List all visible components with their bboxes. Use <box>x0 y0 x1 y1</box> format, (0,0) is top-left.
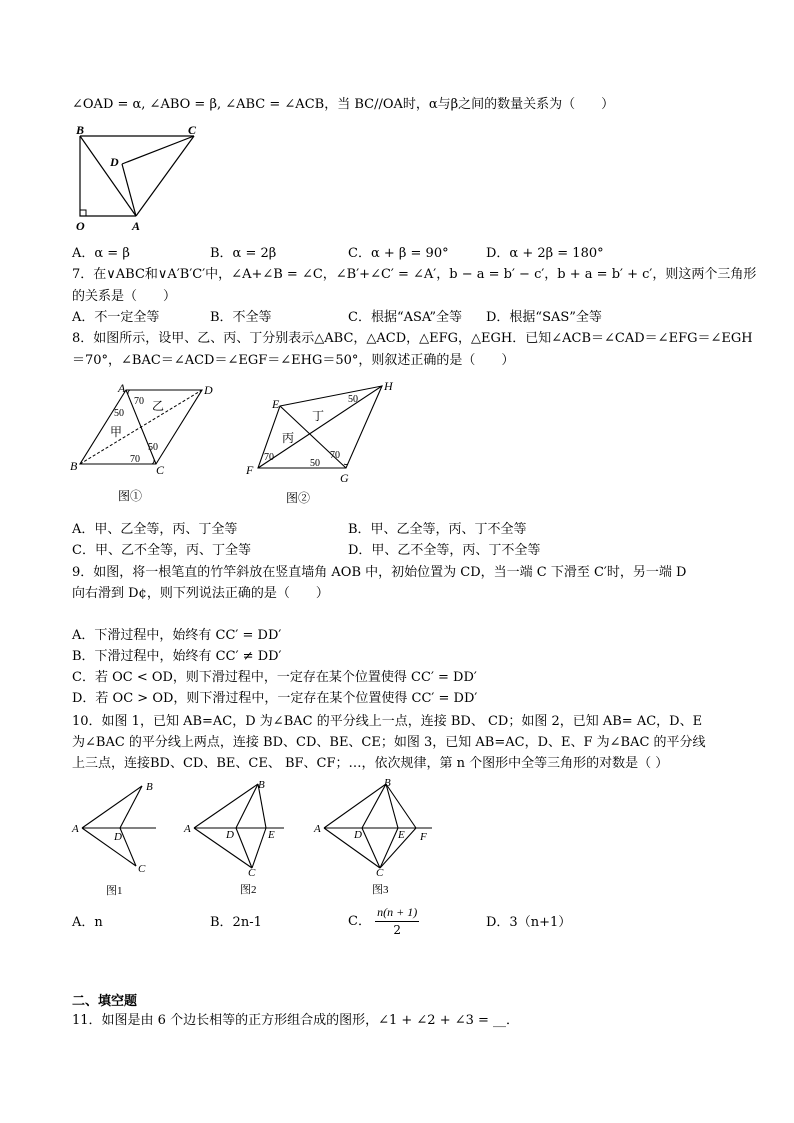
q10f1-label-b: B <box>146 781 153 793</box>
q8-line1: 8．如图所示，设甲、乙、丙、丁分别表示△ABC，△ACD，△EFG，△EGH．已知∠ACB＝∠CAD＝∠EFG＝∠EGH <box>72 331 753 346</box>
q6-label-b: B <box>76 124 85 137</box>
q6-label-c: C <box>188 124 197 137</box>
q10f3-label-e: E <box>398 829 405 841</box>
q6-figure <box>70 124 210 234</box>
q8f2-label-g: G <box>340 471 349 485</box>
q10-option-b: B．2n-1 <box>210 915 262 930</box>
q8f1-triangle-yi: 乙 <box>152 399 165 413</box>
q8f2-angle-2: 70 <box>330 450 340 461</box>
q8-figure-1 <box>66 380 226 505</box>
q7-option-b: B．不全等 <box>210 310 272 325</box>
q10-option-c-prefix: C． <box>348 914 371 929</box>
q8f1-angle-1: 70 <box>134 396 144 407</box>
q8f1-angle-4: 70 <box>130 454 140 465</box>
q6-option-a: A．α = β <box>72 246 130 261</box>
q10-option-c-denominator: 2 <box>393 923 401 937</box>
q7-line1: 7．在∨ABC和∨A′B′C′中，∠A+∠B = ∠C，∠B′+∠C′ = ∠A′，b − a = b′ − c′，b + a = b′ + c′，则这两个三角形 <box>72 267 757 282</box>
q10f3-label-a: A <box>314 823 321 835</box>
q10f1-label-a: A <box>72 823 79 835</box>
q10f3-label-d: D <box>354 829 362 841</box>
q8f2-caption: 图② <box>286 491 311 505</box>
q10-figure-3 <box>310 776 440 898</box>
q6-label-a: A <box>132 219 141 233</box>
q10f2-caption: 图2 <box>240 884 257 896</box>
q6-option-b: B．α = 2β <box>210 246 277 261</box>
q10f3-label-c: C <box>376 867 384 879</box>
q8f2-angle-1: 50 <box>348 394 358 405</box>
q6-stem: ∠OAD = α, ∠ABO = β, ∠ABC = ∠ACB，当 BC//OA时，α与β之间的数量关系为（ ） <box>72 97 615 112</box>
q8f1-label-c: C <box>156 463 165 477</box>
q8f1-triangle-jia: 甲 <box>110 425 123 439</box>
q8f2-label-f: F <box>246 463 254 477</box>
q10f2-label-a: A <box>184 823 191 835</box>
q10f3-label-b: B <box>384 777 391 789</box>
q8f2-angle-3: 50 <box>310 458 320 469</box>
q10f2-label-c: C <box>248 867 256 879</box>
q9-option-c: C．若 OC < OD，则下滑过程中，一定存在某个位置使得 CC′ = DD′ <box>72 670 477 685</box>
q6-label-o: O <box>76 219 85 233</box>
q8f1-angle-2: 50 <box>114 408 124 419</box>
q8-figure-2 <box>236 378 396 505</box>
q6-option-d: D．α + 2β = 180° <box>486 246 604 261</box>
q9-line2: 向右滑到 D¢，则下列说法正确的是（ ） <box>72 586 329 601</box>
q10f2-label-d: D <box>226 829 234 841</box>
q11-stem: 11．如图是由 6 个边长相等的正方形组合成的图形，∠1 + ∠2 + ∠3 = __． <box>72 1013 520 1028</box>
q10-option-c-fraction <box>375 904 419 939</box>
q10f1-label-d: D <box>114 831 122 843</box>
q10-line3: 上三点，连接BD、CD、BE、CE、 BF、CF；…，依次规律，第 n 个图形中全等三角形的对数是（ ） <box>72 756 669 771</box>
q10-option-c <box>348 904 419 939</box>
q6-option-c: C．α + β = 90° <box>348 246 449 261</box>
q8-option-b: B．甲、乙全等，丙、丁不全等 <box>348 522 527 537</box>
q8f1-caption: 图① <box>118 489 143 503</box>
q10-figure-1 <box>70 780 170 898</box>
q7-option-a: A．不一定全等 <box>72 310 160 325</box>
q10f3-caption: 图3 <box>372 884 389 896</box>
q8-line2: ＝70°，∠BAC＝∠ACD＝∠EGF＝∠EHG＝50°，则叙述正确的是（ ） <box>72 353 515 368</box>
q8f2-triangle-bing: 丙 <box>282 431 295 445</box>
q8-option-d: D．甲、乙不全等，丙、丁不全等 <box>348 543 541 558</box>
q8f2-label-h: H <box>384 379 393 393</box>
q6-label-d: D <box>110 155 119 169</box>
q10f2-label-b: B <box>258 779 265 791</box>
q10-option-a: A．n <box>72 915 103 930</box>
q8f1-angle-3: 50 <box>148 442 158 453</box>
q8f1-label-b: B <box>70 459 78 473</box>
q8-option-a: A．甲、乙全等，丙、丁全等 <box>72 522 238 537</box>
q8f1-label-d: D <box>204 383 213 397</box>
section-heading: 二、填空题 <box>72 994 138 1009</box>
q9-option-a: A．下滑过程中，始终有 CC′ = DD′ <box>72 628 282 643</box>
q7-option-c: C．根据“ASA”全等 <box>348 310 463 325</box>
q10f3-label-f: F <box>420 831 427 843</box>
q9-line1: 9．如图，将一根笔直的竹竿斜放在竖直墙角 AOB 中，初始位置为 CD，当一端 C 下滑至 C′时，另一端 D <box>72 565 687 580</box>
q7-line2: 的关系是（ ） <box>72 289 177 304</box>
q10f1-caption: 图1 <box>106 885 123 897</box>
q10f2-label-e: E <box>268 829 275 841</box>
q10-line2: 为∠BAC 的平分线上两点，连接 BD、CD、BE、CE；如图 3，已知 AB=AC，D、E、F 为∠BAC 的平分线 <box>72 735 706 750</box>
q9-option-d: D．若 OC > OD，则下滑过程中，一定存在某个位置使得 CC′ = DD′ <box>72 691 478 706</box>
q7-option-d: D．根据“SAS”全等 <box>486 310 602 325</box>
q8-option-c: C．甲、乙不全等，丙、丁全等 <box>72 543 251 558</box>
q8f2-triangle-ding: 丁 <box>312 409 325 423</box>
q10-line1: 10．如图 1，已知 AB=AC，D 为∠BAC 的平分线上一点，连接 BD、 CD；如图 2，已知 AB= AC，D、E <box>72 714 703 729</box>
q10-figure-2 <box>180 776 296 898</box>
q10-option-d: D．3（n+1） <box>486 915 572 930</box>
q10-option-c-numerator: n(n + 1) <box>375 904 419 922</box>
q8f2-angle-4: 70 <box>264 452 274 463</box>
q8f2-label-e: E <box>272 397 280 411</box>
q8f1-label-a: A <box>118 381 126 395</box>
q9-option-b: B．下滑过程中，始终有 CC′ ≠ DD′ <box>72 649 282 664</box>
q10f1-label-c: C <box>138 863 146 875</box>
